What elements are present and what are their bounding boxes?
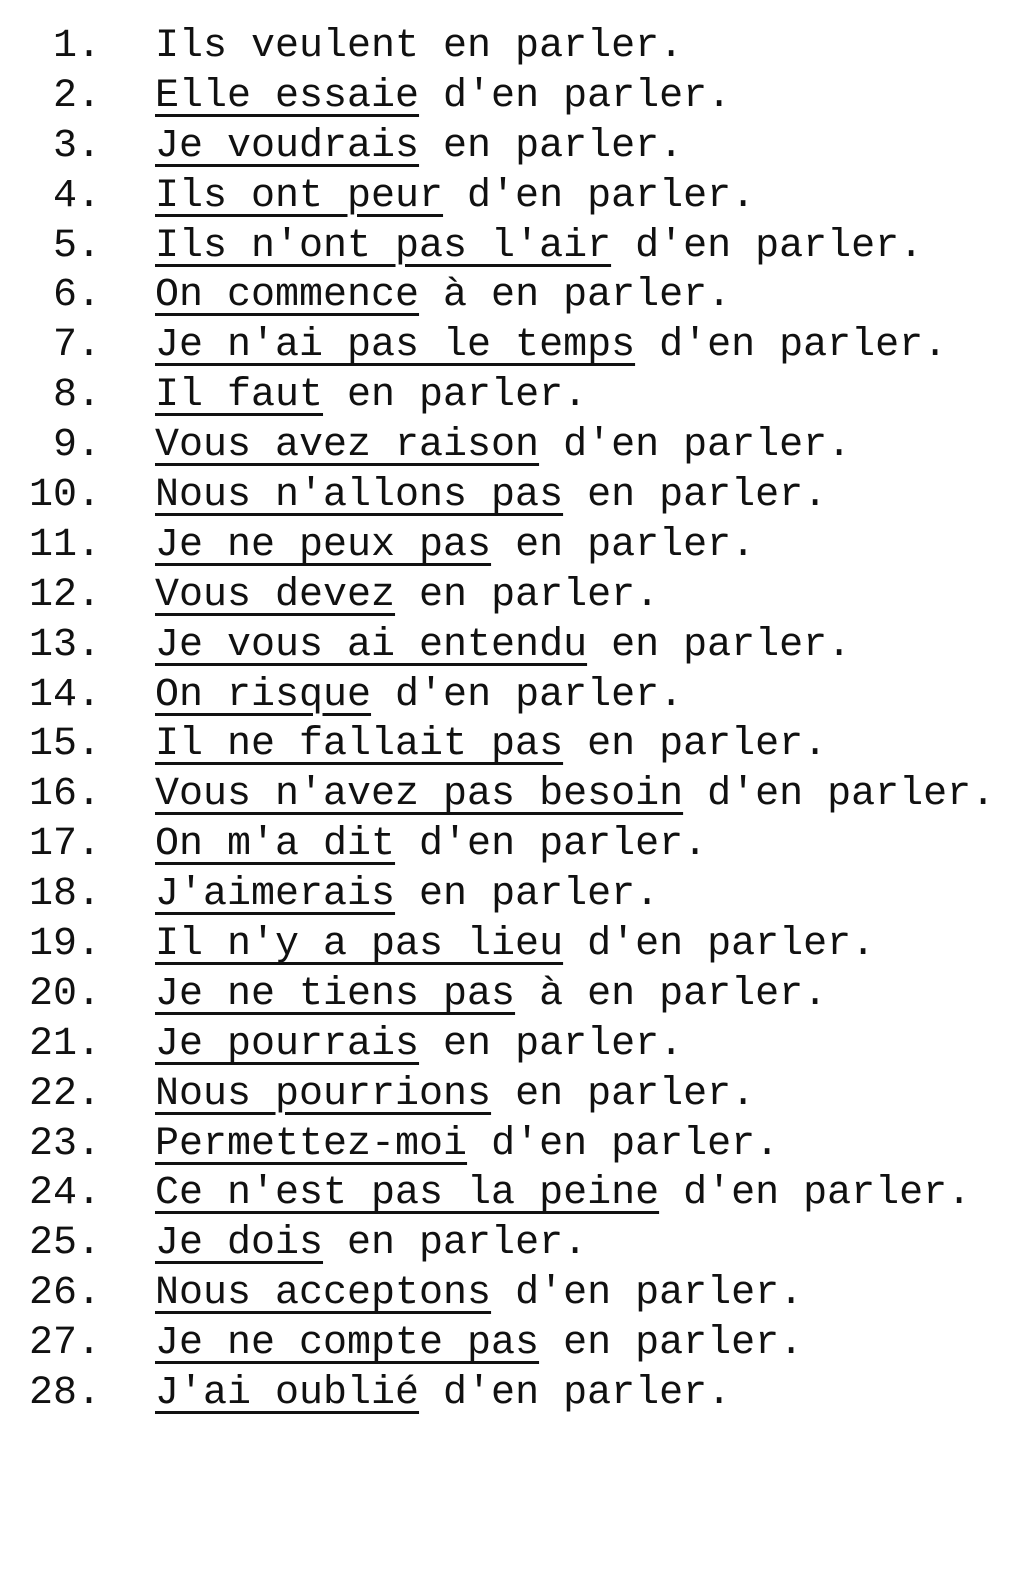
item-number: 13. bbox=[28, 622, 101, 668]
item-sentence bbox=[155, 172, 755, 222]
list-item bbox=[0, 1319, 1036, 1369]
list-item bbox=[0, 122, 1036, 172]
list-item bbox=[0, 321, 1036, 371]
list-item bbox=[0, 1369, 1036, 1419]
sentence-remainder: d'en parler. bbox=[659, 1171, 972, 1217]
list-item bbox=[0, 271, 1036, 321]
underlined-cue: Je ne peux pas bbox=[155, 522, 492, 568]
item-number: 10. bbox=[28, 473, 101, 519]
list-item bbox=[0, 870, 1036, 920]
item-number: 25. bbox=[28, 1221, 101, 1267]
item-sentence bbox=[155, 970, 827, 1020]
item-number: 15. bbox=[28, 722, 101, 768]
item-number: 28. bbox=[28, 1371, 101, 1417]
item-sentence bbox=[155, 820, 707, 870]
list-item bbox=[0, 22, 1036, 72]
item-sentence bbox=[155, 920, 875, 970]
underlined-cue: Ce n'est pas la peine bbox=[155, 1171, 660, 1217]
sentence-remainder: d'en parler. bbox=[491, 1271, 804, 1317]
list-item bbox=[0, 920, 1036, 970]
item-number: 6. bbox=[52, 273, 101, 319]
item-number: 3. bbox=[52, 123, 101, 169]
item-number: 5. bbox=[52, 223, 101, 269]
sentence-remainder: en parler. bbox=[419, 1021, 684, 1067]
item-sentence bbox=[155, 1169, 971, 1219]
list-item bbox=[0, 770, 1036, 820]
item-number: 1. bbox=[52, 24, 101, 69]
underlined-cue: Je voudrais bbox=[155, 123, 420, 169]
list-item bbox=[0, 671, 1036, 721]
item-sentence bbox=[155, 72, 731, 122]
list-item bbox=[0, 371, 1036, 421]
underlined-cue: Nous pourrions bbox=[155, 1071, 492, 1117]
underlined-cue: Il ne fallait pas bbox=[155, 722, 564, 768]
item-number: 26. bbox=[28, 1271, 101, 1317]
item-number: 17. bbox=[28, 822, 101, 868]
sentence-remainder: d'en parler. bbox=[539, 423, 852, 469]
sentence-remainder: à en parler. bbox=[419, 273, 732, 319]
underlined-cue: Je dois bbox=[155, 1221, 324, 1267]
underlined-cue: J'aimerais bbox=[155, 872, 396, 918]
list-item bbox=[0, 471, 1036, 521]
underlined-cue: Il n'y a pas lieu bbox=[155, 922, 564, 968]
underlined-cue: Je ne compte pas bbox=[155, 1321, 540, 1367]
sentence-remainder: en parler. bbox=[539, 1321, 804, 1367]
sentence-remainder: en parler. bbox=[323, 373, 588, 419]
list-item bbox=[0, 1070, 1036, 1120]
sentence-remainder: en parler. bbox=[563, 473, 828, 519]
list-item bbox=[0, 970, 1036, 1020]
sentence-remainder: d'en parler. bbox=[371, 672, 684, 718]
sentence-remainder: en parler. bbox=[323, 1221, 588, 1267]
underlined-cue: On m'a dit bbox=[155, 822, 396, 868]
underlined-cue: Elle essaie bbox=[155, 73, 420, 119]
item-sentence bbox=[155, 621, 851, 671]
underlined-cue: Je vous ai entendu bbox=[155, 622, 588, 668]
sentence-remainder: d'en parler. bbox=[563, 922, 876, 968]
sentence-remainder: en parler. bbox=[395, 572, 660, 618]
sentence-remainder: d'en parler. bbox=[419, 73, 732, 119]
list-item bbox=[0, 1219, 1036, 1269]
sentence-remainder: en parler. bbox=[491, 1071, 756, 1117]
underlined-cue: Vous devez bbox=[155, 572, 396, 618]
list-item bbox=[0, 571, 1036, 621]
sentence-remainder: Ils veulent en parler. bbox=[155, 24, 684, 69]
item-sentence bbox=[155, 321, 947, 371]
sentence-remainder: d'en parler. bbox=[611, 223, 924, 269]
item-number: 19. bbox=[28, 922, 101, 968]
list-item bbox=[0, 72, 1036, 122]
item-number: 18. bbox=[28, 872, 101, 918]
item-sentence bbox=[155, 1269, 803, 1319]
item-sentence bbox=[155, 222, 923, 272]
item-sentence bbox=[155, 1020, 683, 1070]
item-number: 23. bbox=[28, 1121, 101, 1167]
item-sentence bbox=[155, 471, 827, 521]
item-number: 8. bbox=[52, 373, 101, 419]
item-number: 7. bbox=[52, 323, 101, 369]
item-number: 14. bbox=[28, 672, 101, 718]
underlined-cue: Vous avez raison bbox=[155, 423, 540, 469]
sentence-remainder: en parler. bbox=[395, 872, 660, 918]
sentence-remainder: à en parler. bbox=[515, 971, 828, 1017]
item-number: 21. bbox=[28, 1021, 101, 1067]
list-item bbox=[0, 172, 1036, 222]
item-sentence bbox=[155, 671, 683, 721]
item-number: 27. bbox=[28, 1321, 101, 1367]
item-sentence bbox=[155, 1219, 587, 1269]
underlined-cue: Je pourrais bbox=[155, 1021, 420, 1067]
sentence-remainder: d'en parler. bbox=[443, 173, 756, 219]
underlined-cue: Nous acceptons bbox=[155, 1271, 492, 1317]
item-sentence bbox=[155, 1070, 755, 1120]
item-sentence bbox=[155, 122, 683, 172]
item-sentence bbox=[155, 271, 731, 321]
sentence-remainder: d'en parler. bbox=[683, 772, 996, 818]
item-sentence bbox=[155, 1120, 779, 1170]
underlined-cue: J'ai oublié bbox=[155, 1371, 420, 1417]
item-sentence bbox=[155, 371, 587, 421]
item-sentence bbox=[155, 770, 995, 820]
item-number: 12. bbox=[28, 572, 101, 618]
list-item bbox=[0, 1269, 1036, 1319]
list-item bbox=[0, 1169, 1036, 1219]
list-item bbox=[0, 521, 1036, 571]
item-sentence bbox=[155, 720, 827, 770]
sentence-remainder: d'en parler. bbox=[635, 323, 948, 369]
item-number: 22. bbox=[28, 1071, 101, 1117]
item-number: 11. bbox=[28, 522, 101, 568]
underlined-cue: Vous n'avez pas besoin bbox=[155, 772, 684, 818]
sentence-remainder: en parler. bbox=[587, 622, 852, 668]
list-item bbox=[0, 1020, 1036, 1070]
item-sentence bbox=[155, 22, 683, 72]
list-item bbox=[0, 720, 1036, 770]
list-item bbox=[0, 222, 1036, 272]
item-number: 4. bbox=[52, 173, 101, 219]
underlined-cue: Ils n'ont pas l'air bbox=[155, 223, 612, 269]
underlined-cue: On risque bbox=[155, 672, 372, 718]
list-item bbox=[0, 820, 1036, 870]
list-item bbox=[0, 621, 1036, 671]
sentence-remainder: d'en parler. bbox=[419, 1371, 732, 1417]
sentence-remainder: en parler. bbox=[491, 522, 756, 568]
item-sentence bbox=[155, 1369, 731, 1419]
item-number: 24. bbox=[28, 1171, 101, 1217]
sentence-remainder: en parler. bbox=[563, 722, 828, 768]
underlined-cue: Il faut bbox=[155, 373, 324, 419]
sentence-remainder: d'en parler. bbox=[395, 822, 708, 868]
item-number: 2. bbox=[52, 73, 101, 119]
underlined-cue: Permettez-moi bbox=[155, 1121, 468, 1167]
underlined-cue: Nous n'allons pas bbox=[155, 473, 564, 519]
item-sentence bbox=[155, 521, 755, 571]
exercise-list bbox=[0, 22, 1036, 1419]
underlined-cue: Je ne tiens pas bbox=[155, 971, 516, 1017]
sentence-remainder: d'en parler. bbox=[467, 1121, 780, 1167]
item-number: 9. bbox=[52, 423, 101, 469]
item-sentence bbox=[155, 421, 851, 471]
item-sentence bbox=[155, 1319, 803, 1369]
sentence-remainder: en parler. bbox=[419, 123, 684, 169]
item-sentence bbox=[155, 870, 659, 920]
list-item bbox=[0, 421, 1036, 471]
item-number: 20. bbox=[28, 971, 101, 1017]
underlined-cue: Je n'ai pas le temps bbox=[155, 323, 636, 369]
underlined-cue: On commence bbox=[155, 273, 420, 319]
list-item bbox=[0, 1120, 1036, 1170]
item-sentence bbox=[155, 571, 659, 621]
underlined-cue: Ils ont peur bbox=[155, 173, 444, 219]
item-number: 16. bbox=[28, 772, 101, 818]
